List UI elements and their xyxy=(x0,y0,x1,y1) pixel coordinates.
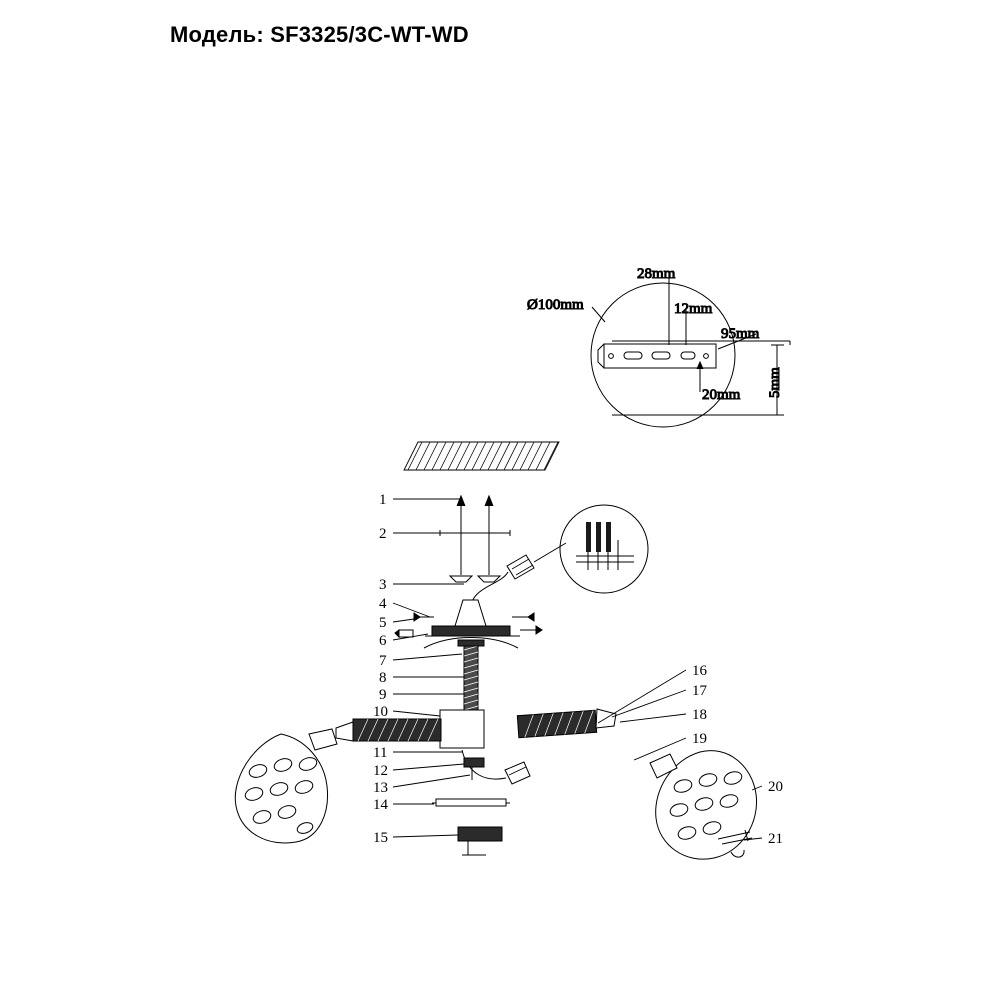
plate-slot-2 xyxy=(652,352,670,359)
callout-leaders-left xyxy=(393,499,470,837)
center-hub xyxy=(440,710,484,748)
mounting-plate-detail xyxy=(527,266,790,427)
lock-nut xyxy=(464,758,484,767)
callout-19: 19 xyxy=(692,731,707,747)
callout-11: 11 xyxy=(373,745,388,761)
dim-label-5mm: 5mm xyxy=(767,367,783,398)
callout-21: 21 xyxy=(768,831,783,847)
callout-8: 8 xyxy=(379,670,387,686)
washer-left xyxy=(450,576,472,582)
plate-slot-1 xyxy=(624,352,642,359)
shade-left xyxy=(235,729,337,843)
base-cap xyxy=(458,827,502,855)
callout-18: 18 xyxy=(692,707,707,723)
shade-left-neck xyxy=(309,729,337,750)
shade-right xyxy=(650,751,757,860)
callout-9: 9 xyxy=(379,687,387,703)
callout-13: 13 xyxy=(373,780,388,796)
canopy-plate xyxy=(432,626,510,636)
dim-label-20mm: 20mm xyxy=(702,387,741,403)
plate-slot-3 xyxy=(681,352,695,359)
shade-ring-body xyxy=(436,799,506,806)
arm-left-socket xyxy=(336,722,353,741)
screw-left-arrow xyxy=(457,496,465,506)
callout-4: 4 xyxy=(379,596,387,612)
shade-left-outline xyxy=(235,734,327,843)
callout-20: 20 xyxy=(768,779,783,795)
callout-numbers-left xyxy=(373,492,389,846)
ceiling-surface xyxy=(404,442,559,470)
callout-12: 12 xyxy=(373,763,388,779)
dim-arrow-20mm xyxy=(697,362,703,369)
arm-right-tube xyxy=(517,710,596,737)
dim-label-95mm: 95mm xyxy=(721,326,760,342)
plate-hole-left xyxy=(609,354,614,359)
callout-10: 10 xyxy=(373,704,388,720)
callout-14: 14 xyxy=(373,797,388,813)
wire-connector-group xyxy=(470,505,648,612)
callout-6: 6 xyxy=(379,633,387,649)
screw-canopy-right xyxy=(512,613,542,634)
ceiling-outline xyxy=(404,442,559,470)
canopy-cone xyxy=(455,600,486,626)
callout-15: 15 xyxy=(373,830,388,846)
dim-label-28mm: 28mm xyxy=(637,266,676,282)
callout-3: 3 xyxy=(379,577,387,593)
dowel-bracket xyxy=(440,530,510,536)
callout-2: 2 xyxy=(379,526,387,542)
connector-detail-circle xyxy=(560,505,648,593)
dim-label-12mm: 12mm xyxy=(674,301,713,317)
plate-hole-right xyxy=(704,354,709,359)
lampholder-right xyxy=(505,762,530,784)
mounting-plate-left-tab xyxy=(598,344,604,368)
callout-17: 17 xyxy=(692,683,707,699)
detail-caption-diameter: Ø100mm xyxy=(527,297,584,313)
page-title: Модель: SF3325/3C-WT-WD xyxy=(170,22,469,47)
screw-right-arrow xyxy=(485,496,493,506)
terminal-block-small xyxy=(507,555,534,579)
callout-5: 5 xyxy=(379,615,387,631)
connector-detail-contents xyxy=(576,522,634,570)
callout-7: 7 xyxy=(379,653,387,669)
column-collar xyxy=(458,640,484,646)
fastener-group xyxy=(440,496,510,582)
callout-1: 1 xyxy=(379,492,387,508)
callout-16: 16 xyxy=(692,663,707,679)
ceiling-hatching xyxy=(408,442,558,470)
